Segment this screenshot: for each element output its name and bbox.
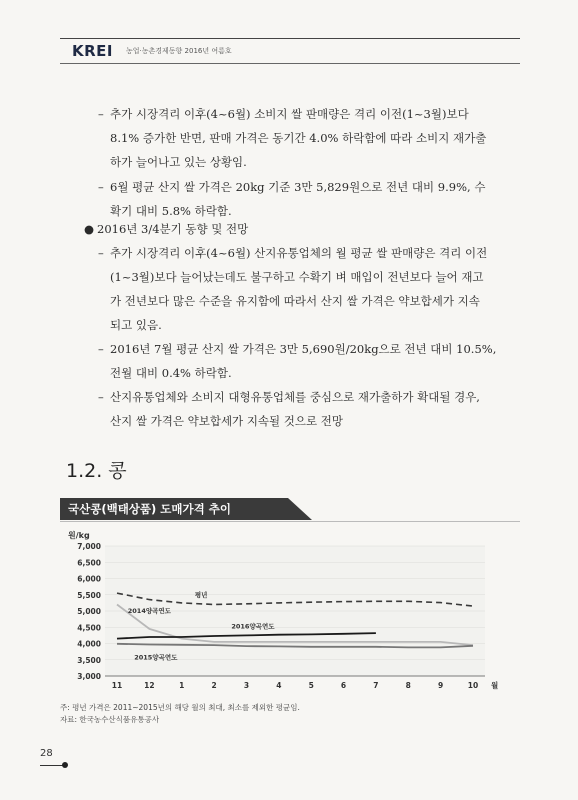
chart-source: 자료: 한국농수산식품유통공사 [60,715,160,724]
text-line: 추가 시장격리 이후(4~6월) 산지유통업체의 월 평균 쌀 판매량은 격리 이전 [110,246,488,260]
text-line: 가 전년보다 많은 수준을 유지함에 따라서 산지 쌀 가격은 약보합세가 지속 [110,294,480,308]
x-tick-label: 6 [340,681,347,690]
krei-logo: KREI [72,42,114,60]
series-label: 평년 [194,590,208,599]
dash-marker: – [98,107,104,121]
y-tick-label: 6,500 [77,558,101,568]
text-line: 8.1% 증가한 반면, 판매 가격은 동기간 4.0% 하락함에 따라 소비지 재가출 [110,131,487,145]
text-line: (1~3월)보다 늘어났는데도 불구하고 수확기 벼 매입이 전년보다 늘어 재고 [110,270,484,284]
x-tick-label: 7 [373,681,379,690]
text-line: 산지유통업체와 소비지 대형유통업체를 중심으로 재가출하가 확대될 경우, [110,390,480,404]
text-line: 전월 대비 0.4% 하락함. [110,366,232,380]
x-tick-label: 5 [308,681,314,690]
page-rule [40,765,64,766]
y-tick-label: 4,500 [77,623,101,633]
text-line: 하가 늘어나고 있는 상황임. [110,155,247,169]
text-line: 2016년 7월 평균 산지 쌀 가격은 3만 5,690원/20kg으로 전년 대비 10.5%, [110,342,497,356]
chart-title: 국산콩(백태상품) 도매가격 추이 [68,502,231,516]
series-label: 2015양곡연도 [134,653,178,662]
chart-title-banner [60,498,315,520]
series-label: 2016양곡연도 [231,622,275,631]
bullet-marker: ● [84,222,95,236]
text-line: 2016년 3/4분기 동향 및 전망 [97,222,249,236]
y-tick-label: 6,000 [77,574,101,584]
y-tick-label: 3,000 [77,672,101,681]
price-line-chart [60,528,500,693]
dash-marker: – [98,342,104,356]
y-tick-label: 3,500 [77,655,101,665]
dash-marker: – [98,390,104,404]
dash-marker: – [98,180,104,194]
text-line: 6월 평균 산지 쌀 가격은 20kg 기준 3만 5,829원으로 전년 대비 9.9%, 수 [110,180,486,194]
x-tick-label: 9 [438,681,444,690]
y-tick-label: 7,000 [77,542,101,551]
dash-marker: – [98,246,104,260]
x-tick-label: 4 [276,681,282,690]
x-tick-label: 12 [144,681,155,690]
x-tick-label: 2 [211,681,217,690]
text-line: 산지 쌀 가격은 약보합세가 지속될 것으로 전망 [110,414,344,428]
x-axis-label: 월 [491,681,499,690]
series-label: 2014양곡연도 [127,606,171,615]
text-line: 되고 있음. [110,318,162,332]
x-tick-label: 10 [467,681,479,690]
page-dot [62,762,68,768]
x-tick-label: 3 [243,681,250,690]
y-axis-label: 원/kg [68,531,90,540]
banner-rule [60,521,520,522]
header-caption: 농업·농촌경제동향 2016년 여름호 [126,47,232,55]
x-tick-label: 11 [111,681,123,690]
x-tick-label: 8 [405,681,411,690]
section-title: 1.2. 콩 [66,460,127,482]
page-header [60,38,520,64]
y-tick-label: 5,000 [77,607,101,616]
x-tick-label: 1 [179,681,185,690]
y-tick-label: 5,500 [77,590,101,600]
text-line: 확기 대비 5.8% 하락함. [110,204,232,218]
text-line: 추가 시장격리 이후(4~6월) 소비지 쌀 판매량은 격리 이전(1~3월)보다 [110,107,469,121]
page-number: 28 [40,748,53,759]
y-tick-label: 4,000 [77,639,101,649]
chart-note: 주: 평년 가격은 2011~2015년의 해당 월의 최대, 최소를 제외한 평균임. [60,703,300,712]
